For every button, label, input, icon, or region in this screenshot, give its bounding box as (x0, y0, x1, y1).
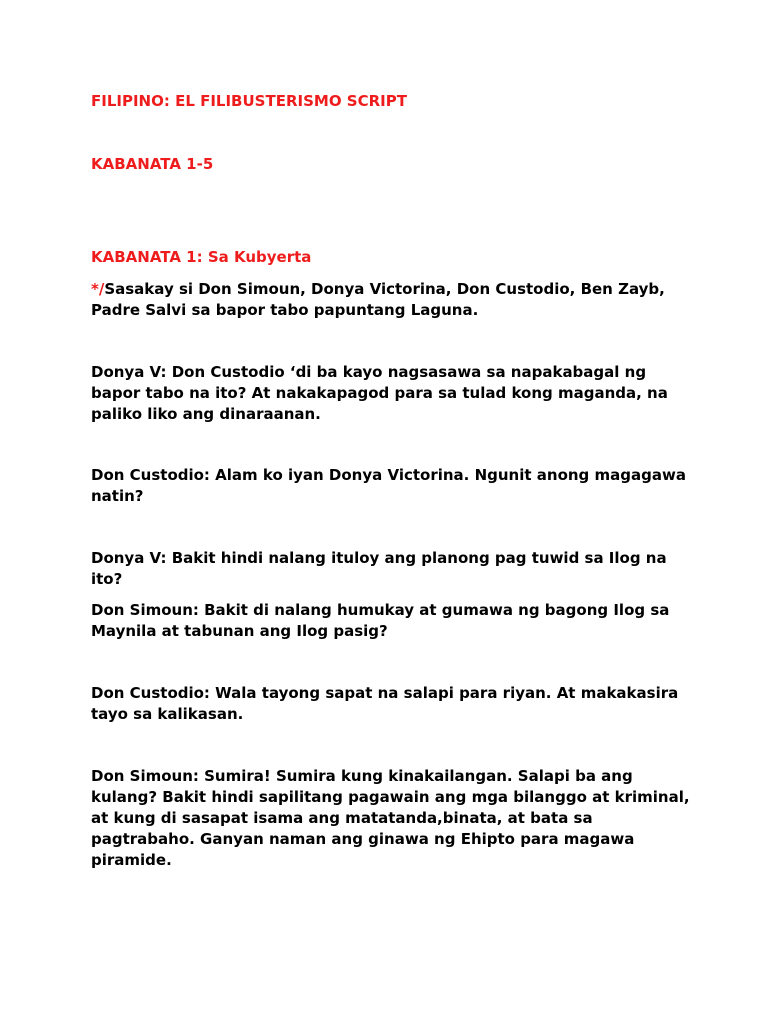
dialogue-line-donya-v-1: Donya V: Don Custodio ‘di ba kayo nagsasawa sa napakabagal ng bapor tabo na ito? At nakakapagod para sa tulad kong maganda, na paliko liko ang dinaraanan. (91, 363, 668, 423)
dialogue-line-don-simoun-1: Don Simoun: Bakit di nalang humukay at gumawa ng bagong Ilog sa Maynila at tabunan ang Ilog pasig? (91, 601, 670, 640)
document-title: FILIPINO: EL FILIBUSTERISMO SCRIPT (91, 92, 407, 110)
dialogue-line-don-custodio-2: Don Custodio: Wala tayong sapat na salapi para riyan. At makakasira tayo sa kalikasan. (91, 684, 679, 723)
section-heading: KABANATA 1-5 (91, 155, 214, 173)
dialogue-line-don-custodio-1: Don Custodio: Alam ko iyan Donya Victorina. Ngunit anong magagawa natin? (91, 466, 686, 505)
chapter-heading: KABANATA 1: Sa Kubyerta (91, 248, 312, 266)
stage-direction-text: Sasakay si Don Simoun, Donya Victorina, Don Custodio, Ben Zayb, Padre Salvi sa bapor tabo papuntang Laguna. (91, 280, 665, 319)
dialogue-line-donya-v-2: Donya V: Bakit hindi nalang ituloy ang planong pag tuwid sa Ilog na ito? (91, 549, 667, 588)
stage-direction-marker: */ (91, 280, 105, 298)
dialogue-line-don-simoun-2: Don Simoun: Sumira! Sumira kung kinakailangan. Salapi ba ang kulang? Bakit hindi sapilitang pagawain ang mga bilanggo at kriminal, at kung di sasapat isama ang matatanda,binata, at bata sa pagtrabaho. Ganyan naman ang ginawa ng Ehipto para magawa piramide. (91, 767, 690, 869)
stage-direction (91, 279, 691, 321)
